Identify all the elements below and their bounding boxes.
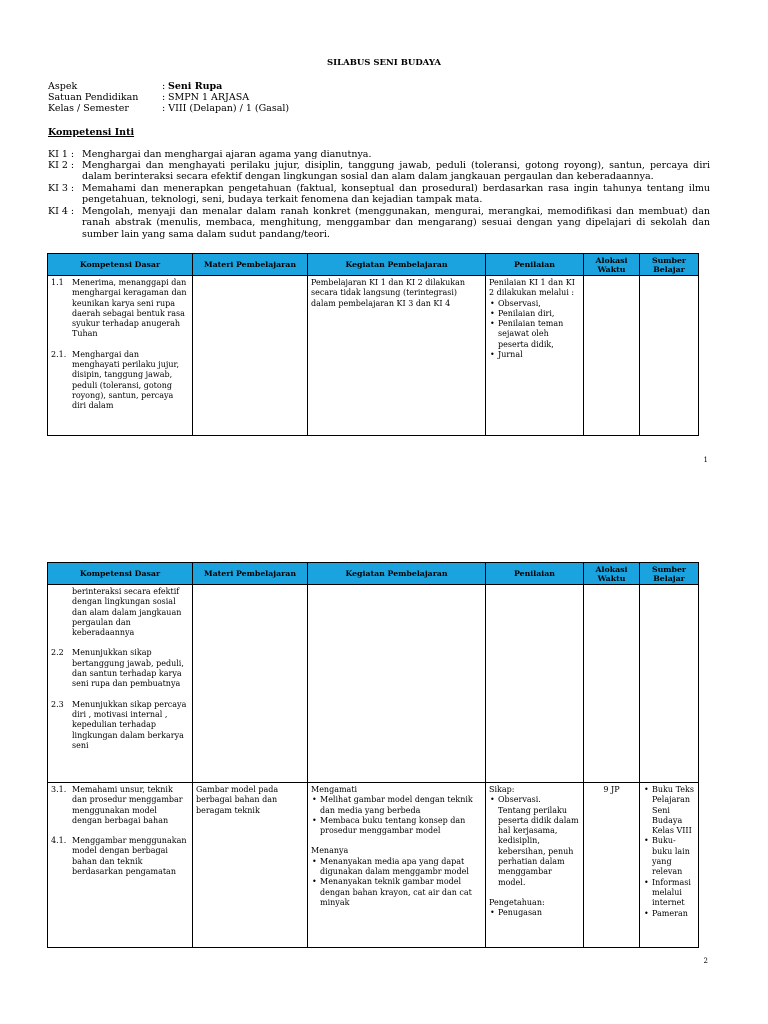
- kd-cell: [48, 585, 193, 783]
- list-item: • Observasi,: [498, 299, 580, 309]
- alokasi-cell: 9 JP: [584, 783, 640, 948]
- table-row: [48, 276, 699, 436]
- list-item: • Informasi melalui internet: [652, 878, 695, 909]
- ki-3: [48, 183, 710, 206]
- ki-text: Mengolah, menyaji dan menalar dalam ranah konkret (menggunakan, mengurai, merangkai, memodifikasi dan membuat) dan ranah abstrak (menulis, membaca, menghitung, menggambar dan mengarang) sesuai dengan yang dipelajari di sekolah dan sumber lain yang sama dalam sudut pandang/teori.: [82, 206, 710, 240]
- page-2: [0, 505, 768, 1024]
- page-number: 1: [703, 456, 708, 464]
- ki-1: [48, 149, 710, 160]
- kd-item: 2.2 Menunjukkan sikap bertanggung jawab, peduli, dan santun terhadap karya seni rupa dan pembuatnya: [51, 648, 184, 689]
- mengamati-list: [311, 795, 482, 836]
- list-item: • Pameran: [652, 909, 695, 919]
- kd-cell: [48, 276, 193, 436]
- sumber-cell: [640, 585, 699, 783]
- sumber-cell: [640, 783, 699, 948]
- ki-2: [48, 160, 710, 183]
- header-kegiatan: Kegiatan Pembelajaran: [308, 563, 486, 585]
- kd-item: 2.1. Menghargai dan menghayati perilaku jujur, disipin, tanggung jawab, peduli (toleransi, gotong royong), santun, percaya diri dalam: [51, 349, 179, 411]
- sumber-list: [643, 785, 695, 919]
- page-number: 2: [703, 957, 708, 965]
- header-penilaian: Penilaian: [486, 254, 584, 276]
- list-item: • Melihat gambar model dengan teknik dan media yang berbeda: [320, 795, 482, 816]
- header-materi: Materi Pembelajaran: [193, 254, 308, 276]
- header-kompetensi-dasar: Kompetensi Dasar: [48, 563, 193, 585]
- header-alokasi: Alokasi Waktu: [584, 563, 640, 585]
- ki-text: Menghargai dan menghayati perilaku jujur, disiplin, tanggung jawab, peduli (toleransi, gotong royong), santun, percaya diri dalam berinteraksi secara efektif dengan lingkungan sosial dan alam dalam jangkauan pergaulan dan keberadaannya.: [82, 160, 710, 183]
- syllabus-table-page-1: [47, 253, 699, 436]
- penilaian-cell: [486, 585, 584, 783]
- kelas-row: [48, 103, 289, 114]
- list-item: • Observasi. Tentang perilaku peserta didik dalam hal kerjasama, kedisiplin, kebersihan, penuh perhatian dalam menggambar model.: [498, 795, 580, 888]
- penilaian-intro: Penilaian KI 1 dan KI 2 dilakukan melalui :: [489, 278, 575, 298]
- penilaian-cell: [486, 783, 584, 948]
- alokasi-cell: [584, 585, 640, 783]
- ki-label: KI 3 :: [48, 183, 75, 194]
- kegiatan-cell: [308, 585, 486, 783]
- kd-item: 1.1 Menerima, menanggapi dan menghargai keragaman dan keunikan karya seni rupa daerah sebagai bentuk rasa syukur terhadap anugerah Tuhan: [51, 278, 187, 339]
- sumber-cell: [640, 276, 699, 436]
- materi-cell: Gambar model pada berbagai bahan dan beragam teknik: [193, 783, 308, 948]
- kd-item: 3.1. Memahami unsur, teknik dan prosedur menggambar menggunakan model dengan berbagai bahan: [51, 785, 183, 825]
- aspek-row: Aspek : Seni Rupa: [48, 81, 223, 92]
- penilaian-cell: [486, 276, 584, 436]
- satuan-label: Satuan Pendidikan: [48, 92, 139, 103]
- kompetensi-inti-heading: Kompetensi Inti: [48, 127, 135, 138]
- header-materi: Materi Pembelajaran: [193, 563, 308, 585]
- document-title: SILABUS SENI BUDAYA: [327, 58, 441, 68]
- header-kompetensi-dasar: Kompetensi Dasar: [48, 254, 193, 276]
- menanya-list: [311, 857, 482, 908]
- aspek-value: Seni Rupa: [168, 81, 223, 92]
- list-item: • Jurnal: [498, 350, 580, 360]
- sikap-label: Sikap:: [489, 785, 515, 794]
- list-item: • Menanyakan media apa yang dapat digunakan dalam menggambr model: [320, 857, 482, 878]
- list-item: • Membaca buku tentang konsep dan prosedur menggambar model: [320, 816, 482, 837]
- kegiatan-cell: [308, 783, 486, 948]
- ki-label: KI 2 :: [48, 160, 75, 171]
- materi-cell: [193, 276, 308, 436]
- penilaian-list: [489, 299, 580, 361]
- ki-4: [48, 206, 710, 240]
- kelas-label: Kelas / Semester: [48, 103, 129, 114]
- syllabus-table-page-2: [47, 562, 699, 948]
- table-header-row: [48, 563, 699, 585]
- materi-cell: [193, 585, 308, 783]
- menanya-label: Menanya: [311, 846, 349, 856]
- header-penilaian: Penilaian: [486, 563, 584, 585]
- ki-label: KI 1 :: [48, 149, 75, 160]
- list-item: • Penugasan: [498, 908, 580, 918]
- table-row: [48, 783, 699, 948]
- kd-item: 2.3 Menunjukkan sikap percaya diri , motivasi internal , kepedulian terhadap lingkungan dalam berkarya seni: [51, 699, 187, 750]
- mengamati-label: Mengamati: [311, 785, 358, 794]
- page-1: [0, 0, 768, 470]
- sikap-list: [489, 795, 580, 888]
- satuan-value: SMPN 1 ARJASA: [168, 92, 250, 103]
- kelas-value: : VIII (Delapan) / 1 (Gasal): [162, 103, 290, 114]
- alokasi-cell: [584, 276, 640, 436]
- ki-text: Menghargai dan menghargai ajaran agama yang dianutnya.: [82, 149, 372, 160]
- kd-cell: [48, 783, 193, 948]
- pengetahuan-label: Pengetahuan:: [489, 897, 545, 907]
- kd-item: berinteraksi secara efektif dengan lingkungan sosial dan alam dalam jangkauan pergaulan dan keberadaannya: [72, 587, 182, 638]
- ki-text: Memahami dan menerapkan pengetahuan (faktual, konseptual dan prosedural) berdasarkan rasa ingin tahunya tentang ilmu pengetahuan, teknologi, seni, budaya terkait fenomena dan kejadian tampak mata.: [82, 183, 710, 206]
- aspek-label: Aspek: [48, 81, 78, 92]
- kegiatan-cell: Pembelajaran KI 1 dan KI 2 dilakukan secara tidak langsung (terintegrasi) dalam pembelajaran KI 3 dan KI 4: [308, 276, 486, 436]
- header-sumber: Sumber Belajar: [640, 563, 699, 585]
- list-item: • Menanyakan teknik gambar model dengan bahan krayon, cat air dan cat minyak: [320, 877, 482, 908]
- satuan-row: Satuan Pendidikan : SMPN 1 ARJASA: [48, 92, 250, 103]
- header-sumber: Sumber Belajar: [640, 254, 699, 276]
- table-header-row: [48, 254, 699, 276]
- list-item: • Buku Teks Pelajaran Seni Budaya Kelas VIII: [652, 785, 695, 836]
- pengetahuan-list: [489, 908, 580, 918]
- header-alokasi: Alokasi Waktu: [584, 254, 640, 276]
- list-item: • Penilaian teman sejawat oleh peserta didik,: [498, 319, 580, 350]
- table-row: [48, 585, 699, 783]
- header-kegiatan: Kegiatan Pembelajaran: [308, 254, 486, 276]
- kd-item: 4.1. Menggambar menggunakan model dengan berbagai bahan dan teknik berdasarkan pengamatan: [51, 836, 187, 877]
- list-item: • Buku-buku lain yang relevan: [652, 836, 695, 877]
- ki-label: KI 4 :: [48, 206, 75, 217]
- list-item: • Penilaian diri,: [498, 309, 580, 319]
